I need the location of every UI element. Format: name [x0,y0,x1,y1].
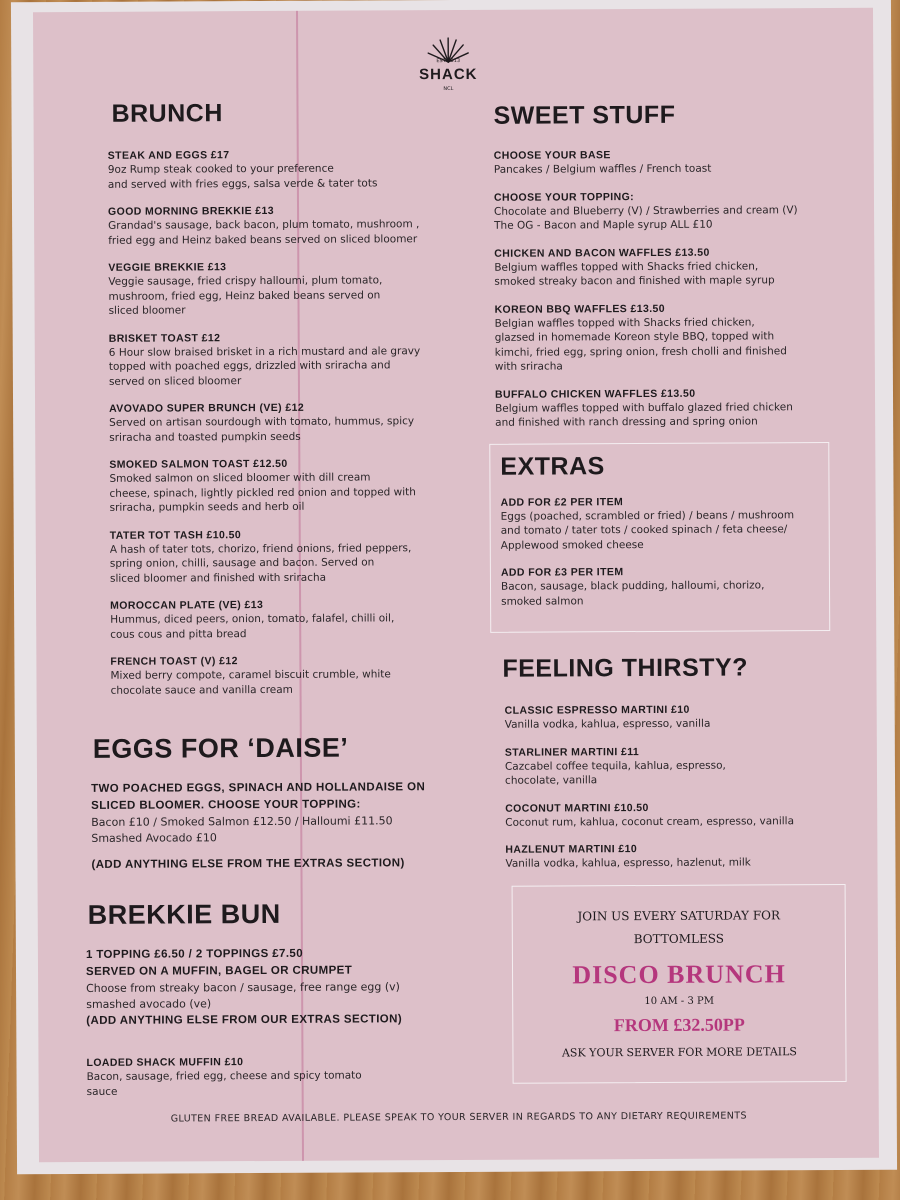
brunch-item [108,259,462,318]
brunch-item-desc: Veggie sausage, fried crispy halloumi, plum tomato, mushroom, fried egg, Heinz baked beans served on sliced bloomer [108,274,383,317]
bun-note: (ADD ANYTHING ELSE FROM OUR EXTRAS SECTION) [86,1013,403,1027]
drink-item-desc: Vanilla vodka, kahlua, espresso, hazlenut, milk [505,856,751,870]
loaded-muffin-desc: Bacon, sausage, fried egg, cheese and spicy tomato sauce [86,1069,362,1098]
brunch-item [110,653,464,698]
logo-sub: NCL [443,86,454,93]
sweet-item-desc: Belgium waffles topped with buffalo glazed fried chicken and finished with ranch dressing and spring onion [495,400,793,429]
logo-name: SHACK [419,65,478,84]
drink-item-desc: Vanilla vodka, kahlua, espresso, vanilla [504,717,711,731]
logo-est: EST 2013 [436,57,461,65]
sweet-item-title: CHOOSE YOUR TOPPING: [493,190,635,204]
bun-line-4: smashed avocado (ve) [86,997,212,1011]
brunch-item-title: MOROCCAN PLATE (VE) £13 [110,599,264,612]
extras-item-title: ADD FOR £2 PER ITEM [500,495,624,509]
brunch-list [108,147,465,698]
eggs-line-3: Bacon £10 / Smoked Salmon £12.50 / Halloumi £11.50 [91,814,393,829]
sweet-item-title: CHICKEN AND BACON WAFFLES £13.50 [494,246,710,260]
brunch-item [109,456,463,515]
left-column [81,98,466,1099]
eggs-section [91,779,465,874]
bun-line-1: 1 TOPPING £6.50 / 2 TOPPINGS £7.50 [85,947,304,961]
brunch-item-title: FRENCH TOAST (V) £12 [110,655,238,668]
drink-item-desc: Cazcabel coffee tequila, kahlua, espresso, chocolate, vanilla [504,759,726,787]
bun-line-2: SERVED ON A MUFFIN, BAGEL OR CRUMPET [85,964,353,978]
sweet-item [494,188,844,233]
eggs-note: (ADD ANYTHING ELSE FROM THE EXTRAS SECTION) [91,857,405,871]
brunch-item-title: GOOD MORNING BREKKIE £13 [108,204,275,218]
sweet-item-desc: Belgium waffles topped with Shacks fried chicken, smoked streaky bacon and finished with maple syrup [494,259,775,288]
brunch-item-title: VEGGIE BREKKIE £13 [108,261,227,274]
brunch-item [108,147,462,192]
drink-item-title: HAZLENUT MARTINI £10 [505,843,638,856]
sweet-item-title: CHOOSE YOUR BASE [493,149,611,162]
sweet-item [494,147,844,177]
brunch-item [109,329,463,388]
drink-item [505,841,847,871]
brunch-item-desc: A hash of tater tots, chorizo, friend onions, fried peppers, spring onion, chilli, sausage and bacon. Served on sliced bloomer and finished with sriracha [109,541,412,585]
sweet-item-desc: Belgian waffles topped with Shacks fried chicken, glazsed in homemade Koreon style BBQ, topped with kimchi, fried egg, spring onion, fresh cholli and finished with sriracha [494,315,787,373]
drink-item-title: COCONUT MARTINI £10.50 [505,801,649,815]
extras-list [501,494,820,609]
brunch-item-desc: Grandad's sausage, back bacon, plum tomato, mushroom , fried egg and Heinz baked beans served on sliced bloomer [108,218,420,247]
dietary-footer: GLUTEN FREE BREAD AVAILABLE. PLEASE SPEAK TO YOUR SERVER IN REGARDS TO ANY DIETARY REQUIREMENTS [170,1110,747,1125]
disco-title: DISCO BRUNCH [572,958,786,989]
right-column [493,100,848,1083]
brunch-item [109,400,463,445]
drink-item [505,799,847,829]
drink-item [505,743,847,788]
drink-item-desc: Coconut rum, kahlua, coconut cream, espresso, vanilla [505,814,795,829]
thirsty-heading: FEELING THIRSTY? [502,653,749,683]
drink-item [505,702,847,732]
thirsty-list [505,702,848,871]
disco-line-2: BOTTOMLESS [633,931,724,946]
disco-time: 10 AM - 3 PM [644,995,715,1007]
brunch-item-desc: 6 Hour slow braised brisket in a rich mustard and ale gravy topped with poached eggs, drizzled with sriracha and served on sliced bloomer [108,344,421,388]
sweet-item-desc: Chocolate and Blueberry (V) / Strawberries and cream (V) The OG - Bacon and Maple syrup ALL £10 [494,203,798,232]
disco-brunch-box [512,883,847,1083]
extras-item [501,494,819,553]
brunch-item-desc: Mixed berry compote, caramel biscuit crumble, white chocolate sauce and vanilla cream [110,668,391,697]
menu-sheet [33,8,879,1162]
sweet-item [495,385,845,430]
brunch-heading: BRUNCH [111,99,223,128]
extras-item-title: ADD FOR £3 PER ITEM [500,566,624,579]
sweet-list [494,147,845,430]
sweet-item [494,244,844,289]
brunch-item-title: TATER TOT TASH £10.50 [109,528,242,542]
extras-box [489,442,830,633]
sweet-item-desc: Pancakes / Belgium waffles / French toast [493,162,712,176]
brunch-item [108,203,462,248]
bun-heading: BREKKIE BUN [87,898,281,930]
brunch-item-title: SMOKED SALMON TOAST £12.50 [109,457,288,471]
brunch-item-title: BRISKET TOAST £12 [108,331,221,345]
brunch-item-desc: Served on artisan sourdough with tomato, hummus, spicy sriracha and toasted pumpkin seeds [109,415,415,444]
brunch-item-title: STEAK AND EGGS £17 [107,149,230,162]
eggs-heading: EGGS FOR ‘DAISE’ [92,732,349,764]
brunch-item-desc: 9oz Rump steak cooked to your preference and served with fries eggs, salsa verde & tater tots [107,162,378,191]
sweet-heading: SWEET STUFF [493,100,676,130]
extras-item-desc: Bacon, sausage, black pudding, halloumi, chorizo, smoked salmon [500,579,765,608]
drink-item-title: CLASSIC ESPRESSO MARTINI £10 [504,703,690,717]
brunch-item [110,526,464,585]
extras-item-desc: Eggs (poached, scrambled or fried) / beans / mushroom and tomato / tater tots / cooked spinach / feta cheese/ Applewood smoked cheese [500,508,795,552]
disco-line-1: JOIN US EVERY SATURDAY FOR [577,907,781,923]
bun-line-3: Choose from streaky bacon / sausage, free range egg (v) [86,980,400,995]
extras-item [501,564,819,609]
disco-cta: ASK YOUR SERVER FOR MORE DETAILS [561,1044,797,1059]
bun-section [86,945,467,1099]
sweet-item-title: KOREON BBQ WAFFLES £13.50 [494,302,666,316]
sweet-item [495,300,845,374]
eggs-line-2: SLICED BLOOMER. CHOOSE YOUR TOPPING: [91,798,361,812]
brunch-item-desc: Hummus, diced peers, onion, tomato, falafel, chilli oil, cous cous and pitta bread [110,612,395,641]
brunch-item [110,597,464,642]
extras-heading: EXTRAS [500,451,605,481]
eggs-line-4: Smashed Avocado £10 [91,831,217,845]
disco-price: FROM £32.50PP [613,1013,745,1035]
sweet-item-title: BUFFALO CHICKEN WAFFLES £13.50 [494,387,696,401]
loaded-muffin-title: LOADED SHACK MUFFIN £10 [86,1056,244,1069]
shack-logo [393,34,503,105]
brunch-item-title: AVOVADO SUPER BRUNCH (VE) £12 [109,401,305,415]
brunch-item-desc: Smoked salmon on sliced bloomer with dill cream cheese, spinach, lightly pickled red onion and topped with sriracha, pumpkin seeds and herb oil [109,471,416,514]
eggs-line-1: TWO POACHED EGGS, SPINACH AND HOLLANDAISE ON [91,781,426,795]
drink-item-title: STARLINER MARTINI £11 [504,745,640,759]
